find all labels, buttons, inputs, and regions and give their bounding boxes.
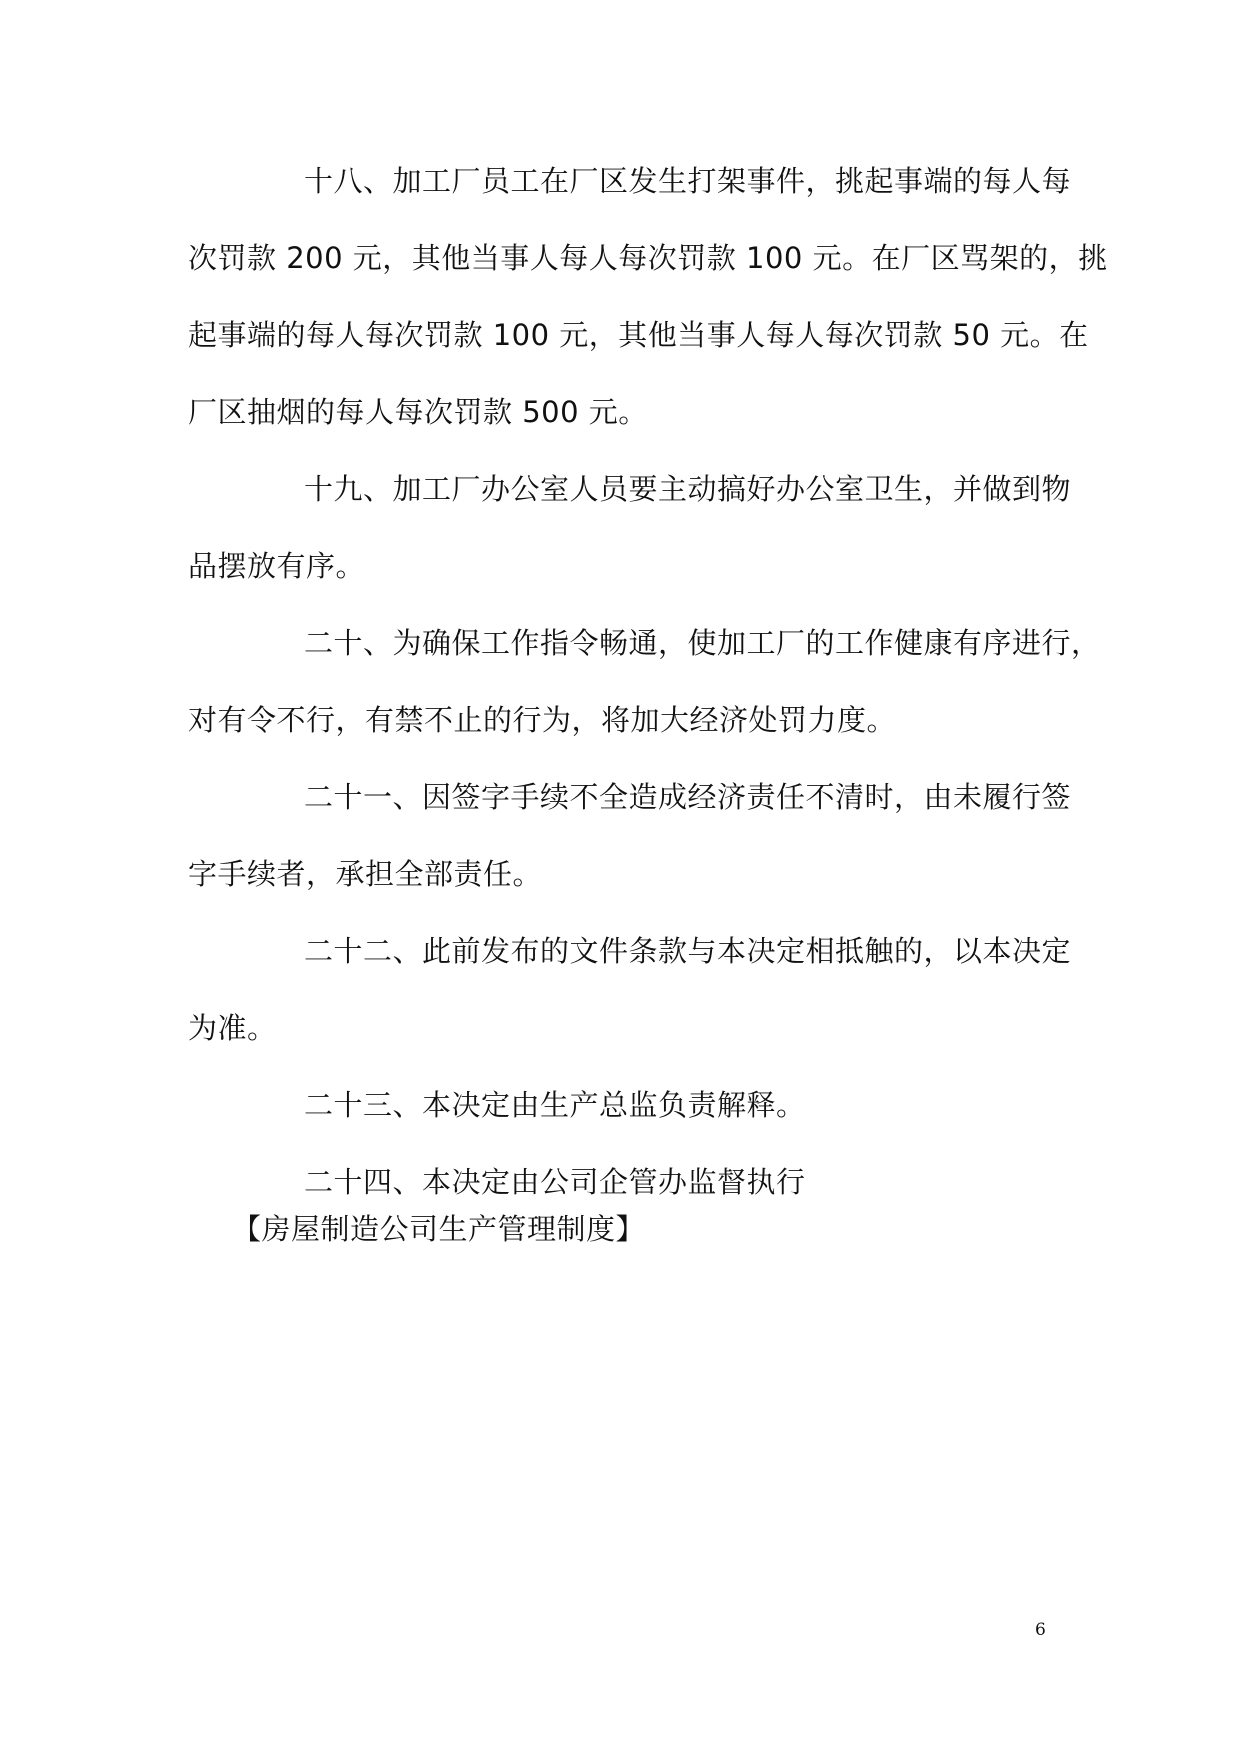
paragraph-line: 二十一、因签字手续不全造成经济责任不清时，由未履行签 <box>304 780 1072 814</box>
paragraph-line: 字手续者，承担全部责任。 <box>188 857 543 891</box>
paragraph-line: 品摆放有序。 <box>188 549 366 583</box>
paragraph-line: 对有令不行，有禁不止的行为，将加大经济处罚力度。 <box>188 703 897 737</box>
paragraph-21 <box>188 759 1072 913</box>
paragraph-line: 为准。 <box>188 1011 277 1045</box>
paragraph-line: 二十二、此前发布的文件条款与本决定相抵触的，以本决定 <box>304 934 1072 968</box>
paragraph-line: 起事端的每人每次罚款 100 元，其他当事人每人每次罚款 50 元。在 <box>188 318 1089 352</box>
paragraph-19 <box>188 451 1072 605</box>
document-title-footer: 【房屋制造公司生产管理制度】 <box>232 1212 646 1246</box>
paragraph-line: 厂区抽烟的每人每次罚款 500 元。 <box>188 395 648 429</box>
paragraph-line: 十八、加工厂员工在厂区发生打架事件，挑起事端的每人每 <box>304 164 1072 198</box>
paragraph-18 <box>188 143 1108 451</box>
paragraph-line: 二十三、本决定由生产总监负责解释。 <box>304 1088 806 1122</box>
paragraph-22 <box>188 913 1072 1067</box>
paragraph-20 <box>188 605 1101 759</box>
page-number: 6 <box>1035 1620 1046 1640</box>
paragraph-line: 次罚款 200 元，其他当事人每人每次罚款 100 元。在厂区骂架的，挑 <box>188 241 1108 275</box>
paragraph-line: 二十、为确保工作指令畅通，使加工厂的工作健康有序进行， <box>304 626 1101 660</box>
paragraph-line: 十九、加工厂办公室人员要主动搞好办公室卫生，并做到物 <box>304 472 1072 506</box>
document-body <box>188 143 1108 1221</box>
paragraph-line: 二十四、本决定由公司企管办监督执行 <box>304 1165 806 1199</box>
paragraph-23 <box>188 1067 1048 1144</box>
